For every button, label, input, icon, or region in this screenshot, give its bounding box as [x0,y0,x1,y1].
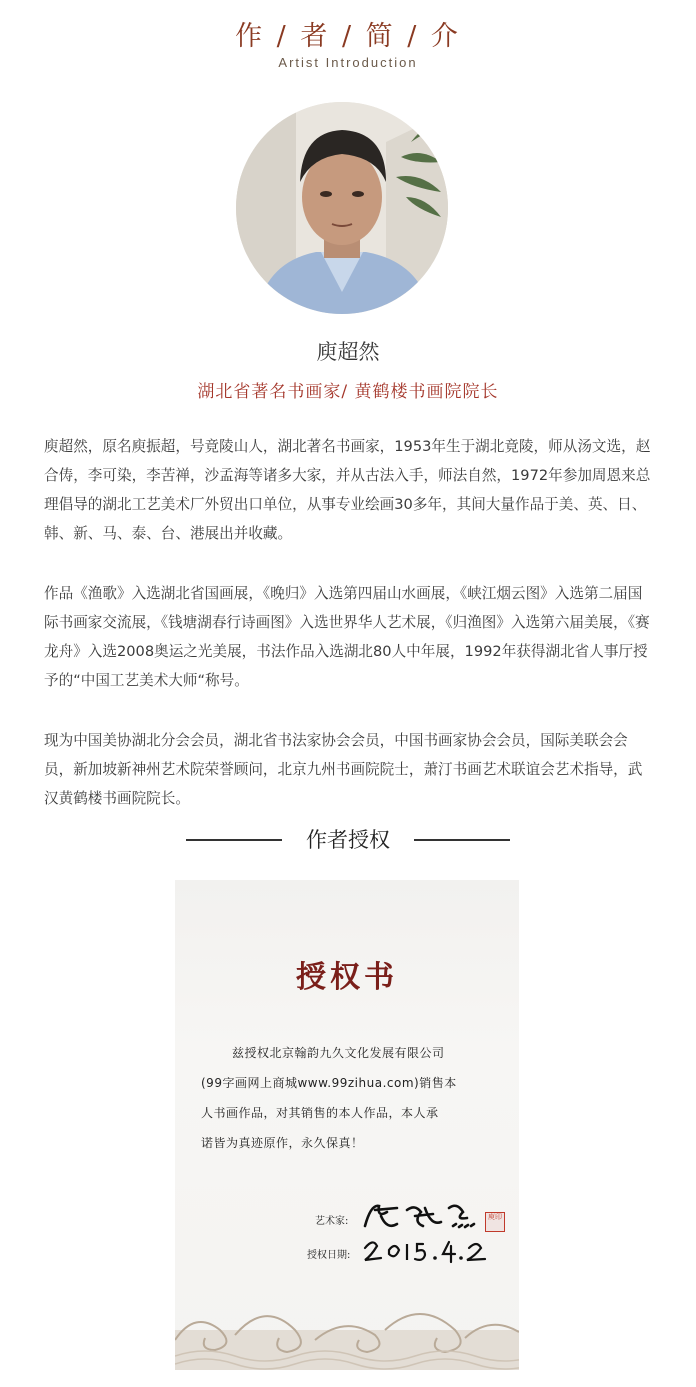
bio-paragraph: 庾超然，原名庾振超，号竟陵山人，湖北著名书画家，1953年生于湖北竟陵，师从汤文选，赵合俦，李可染，李苦禅，沙孟海等诸多大家，并从古法入手，师法自然，1972年参加周恩来总理倡导的湖北工艺美术厂外贸出口单位，从事专业绘画30多年，其间大量作品于美、英、日、韩、新、马、泰、台、港展出并收藏。 [44,438,651,542]
authorization-date-handwritten [361,1236,491,1266]
artist-name: 庾超然 [316,340,380,364]
artist-biography [44,432,656,844]
divider-right [414,839,510,841]
certificate-line: (99字画网上商城www.99zihua.com)销售本 [201,1076,457,1090]
artist-label: 艺术家: [315,1216,349,1227]
header-subtitle: Artist Introduction [278,55,418,70]
certificate-body [201,1038,499,1158]
artist-signature [357,1196,485,1236]
bio-paragraph: 作品《渔歌》入选湖北省国画展，《晚归》入选第四届山水画展，《峡江烟云图》入选第二届国际书画家交流展，《钱塘湖春行诗画图》入选世界华人艺术展，《归渔图》入选第六届美展，《赛龙舟》入选2008奥运之光美展，书法作品入选湖北80人中年展，1992年获得湖北省人事厅授予的“中国工艺美术大师“称号。 [44,585,650,689]
authorization-section-heading [0,822,696,858]
certificate-line: 人书画作品，对其销售的本人作品，本人承 [201,1106,439,1120]
bio-paragraph: 现为中国美协湖北分会会员，湖北省书法家协会会员，中国书画家协会会员，国际美联会会员，新加坡新神州艺术院荣誉顾问，北京九州书画院院士，萧汀书画艺术联谊会艺术指导，武汉黄鹤楼书画院院长。 [44,732,643,807]
date-label: 授权日期: [307,1250,351,1261]
header-title: 作 / 者 / 简 / 介 [235,21,461,52]
certificate-line: 兹授权北京翰韵九久文化发展有限公司 [232,1046,445,1060]
authorization-certificate [175,880,519,1370]
artist-tagline: 湖北省著名书画家/ 黄鹤楼书画院院长 [197,382,499,402]
section-title: 作者授权 [306,828,390,852]
artist-portrait [236,102,448,314]
artist-seal: 庾印 [485,1212,505,1232]
page-header [0,18,696,70]
wave-decoration [175,1290,519,1370]
certificate-title: 授权书 [296,960,398,995]
certificate-line: 诺皆为真迹原作，永久保真！ [201,1136,364,1150]
